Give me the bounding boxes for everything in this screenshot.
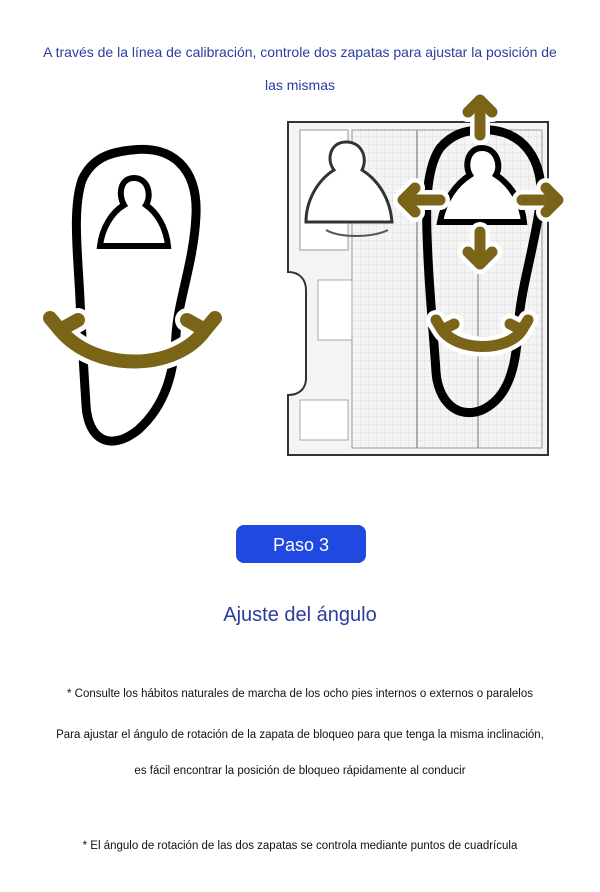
- arrow-right-icon: [522, 188, 558, 212]
- arrow-up-icon: [468, 100, 492, 135]
- arrow-down-icon: [468, 232, 492, 264]
- intro-line-1: A través de la línea de calibración, controle dos zapatas para ajustar la posición de: [43, 44, 557, 60]
- note-grid-points: * El ángulo de rotación de las dos zapatas se controla mediante puntos de cuadrícula: [82, 840, 518, 852]
- calibration-board-icon: [288, 100, 558, 455]
- note-walking-habits: * Consulte los hábitos naturales de marcha de los ocho pies internos o externos o paralelos: [66, 688, 534, 700]
- step-button[interactable]: Paso 3: [236, 525, 366, 563]
- instruction-angle-line-2: es fácil encontrar la posición de bloqueo rápidamente al conducir: [134, 765, 466, 777]
- section-title: Ajuste del ángulo: [223, 604, 377, 626]
- arrow-left-icon: [403, 188, 440, 212]
- footprint-rotate-icon: [50, 149, 215, 441]
- instruction-angle-line-1: Para ajustar el ángulo de rotación de la zapata de bloqueo para que tenga la misma inclinación,: [56, 729, 544, 741]
- intro-line-2: las mismas: [264, 77, 335, 93]
